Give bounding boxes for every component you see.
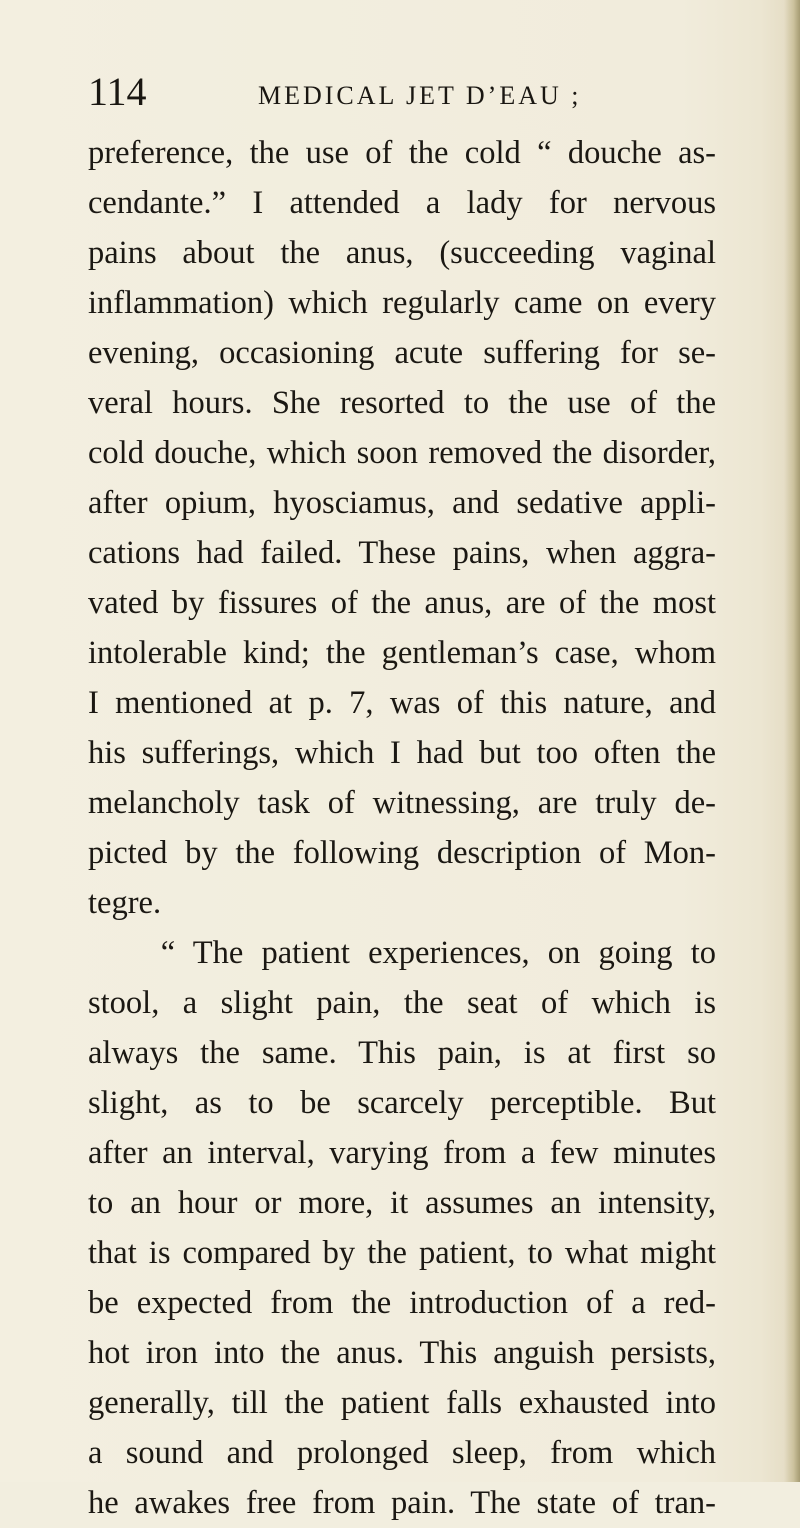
text-line: inflammation) which regularly came on every	[88, 285, 716, 321]
page-number: 114	[88, 69, 147, 114]
text-line: always the same. This pain, is at first so	[88, 1035, 716, 1071]
text-line: after an interval, varying from a few minutes	[88, 1135, 716, 1171]
text-line: tegre.	[88, 885, 162, 921]
text-line: he awakes free from pain. The state of tran-	[88, 1485, 716, 1521]
text-line: cendante.” I attended a lady for nervous	[88, 185, 716, 221]
running-head: MEDICAL JET D’EAU ;	[258, 81, 582, 110]
body-text	[88, 128, 716, 1528]
text-line: vated by fissures of the anus, are of the most	[88, 585, 716, 621]
text-line: preference, the use of the cold “ douche as-	[88, 135, 716, 171]
page-edge-shadow	[784, 0, 800, 1482]
text-line: generally, till the patient falls exhausted into	[88, 1385, 716, 1421]
page-header	[0, 70, 800, 114]
text-line: intolerable kind; the gentleman’s case, whom	[88, 635, 716, 671]
text-line: veral hours. She resorted to the use of the	[88, 385, 716, 421]
text-line: his sufferings, which I had but too often the	[88, 735, 716, 771]
text-line: cations had failed. These pains, when aggra-	[88, 535, 716, 571]
text-line: hot iron into the anus. This anguish persists,	[88, 1335, 716, 1371]
text-line: after opium, hyosciamus, and sedative appli-	[88, 485, 716, 521]
text-line: cold douche, which soon removed the disorder,	[88, 435, 716, 471]
text-line: pains about the anus, (succeeding vaginal	[88, 235, 716, 271]
text-line: be expected from the introduction of a red-	[88, 1285, 716, 1321]
text-line: to an hour or more, it assumes an intensity,	[88, 1185, 716, 1221]
text-line: “ The patient experiences, on going to	[88, 935, 716, 971]
text-line: evening, occasioning acute suffering for se-	[88, 335, 716, 371]
text-line: that is compared by the patient, to what might	[88, 1235, 716, 1271]
text-line: melancholy task of witnessing, are truly de-	[88, 785, 716, 821]
text-line: picted by the following description of Mon-	[88, 835, 716, 871]
text-line: stool, a slight pain, the seat of which is	[88, 985, 716, 1021]
text-line: I mentioned at p. 7, was of this nature, and	[88, 685, 716, 721]
text-line: a sound and prolonged sleep, from which	[88, 1435, 716, 1471]
text-line: slight, as to be scarcely perceptible. But	[88, 1085, 716, 1121]
